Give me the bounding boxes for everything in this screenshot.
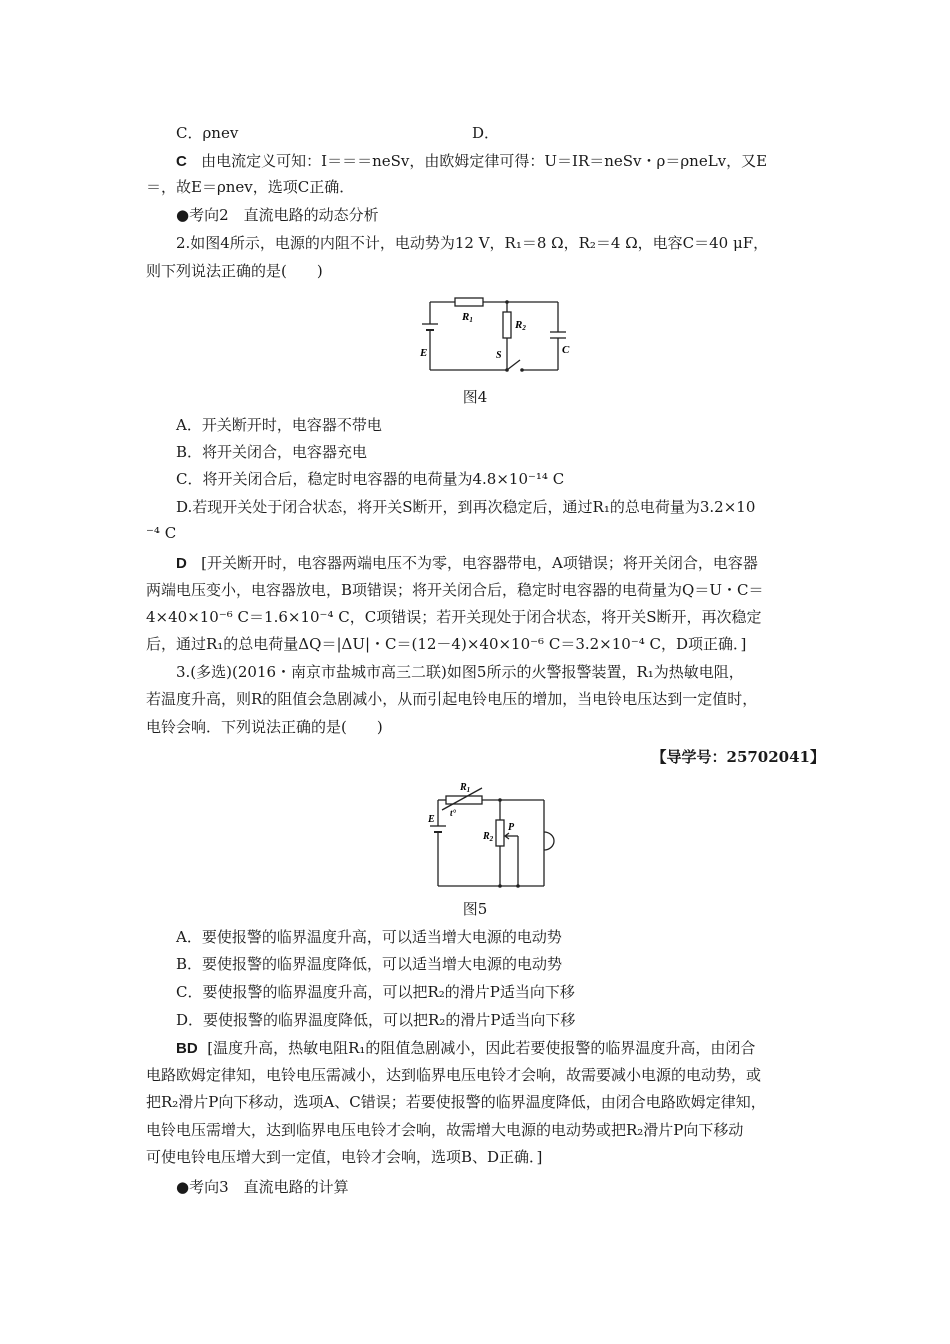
q2-option-a: A．开关断开时，电容器不带电 [176, 416, 382, 434]
rheostat-r2 [496, 820, 504, 846]
q2-stem-line1: 2.如图4所示，电源的内阻不计，电动势为12 V，R₁＝8 Ω，R₂＝4 Ω，电容C＝40 μF， [176, 234, 769, 252]
q1-option-d: D． [472, 124, 500, 142]
label-r1: R1 [462, 311, 473, 324]
answer-letter: D [176, 555, 187, 572]
resistor-r2 [503, 312, 511, 338]
q3-answer-line5: 可使电铃电压增大到一定值，电铃才会响，选项B、D正确．] [146, 1148, 543, 1166]
answer-text: 由电流定义可知：I＝＝＝neSv，由欧姆定律可得：U＝IR＝neSv・ρ＝ρneLv，又E [201, 152, 768, 170]
answer-text: [开关断开时，电容器两端电压不为零，电容器带电，A项错误；将开关闭合，电容器 [201, 554, 758, 572]
q2-answer-line1 [176, 552, 758, 575]
q2-option-d-line1: D.若现开关处于闭合状态，将开关S断开，到再次稳定后，通过R₁的总电荷量为3.2×10 [176, 498, 756, 516]
label-s: S [496, 350, 502, 361]
q3-option-d: D．要使报警的临界温度降低，可以把R₂的滑片P适当向下移 [176, 1011, 576, 1029]
switch-s [507, 360, 520, 370]
label-p: P [508, 822, 515, 833]
q3-answer-line3: 把R₂滑片P向下移动，选项A、C错误；若要使报警的临界温度降低，由闭合电路欧姆定律知， [146, 1093, 766, 1111]
q2-option-c: C．将开关闭合后，稳定时电容器的电荷量为4.8×10⁻¹⁴ C [176, 470, 565, 488]
label-t: t° [450, 808, 457, 818]
answer-text: [温度升高，热敏电阻R₁的阻值急剧减小，因此若要使报警的临界温度升高，由闭合 [207, 1039, 756, 1057]
label-r2: R2 [515, 319, 526, 332]
resistor-r1 [455, 298, 483, 306]
q2-answer-line2: 两端电压变小，电容器放电，B项错误；将开关闭合后，稳定时电容器的电荷量为Q＝U・C＝ [146, 581, 764, 599]
q3-option-b: B．要使报警的临界温度降低，可以适当增大电源的电动势 [176, 955, 563, 973]
q1-answer-line2: ＝，故E＝ρnev，选项C正确． [146, 178, 355, 196]
q2-answer-line3: 4×40×10⁻⁶ C＝1.6×10⁻⁴ C，C项错误；若开关现处于闭合状态，将开关S断开，再次稳定 [146, 608, 762, 626]
q3-stem-line3: 电铃会响．下列说法正确的是( ) [146, 718, 383, 736]
q3-stem-line2: 若温度升高，则R的阻值会急剧减小，从而引起电铃电压的增加，当电铃电压达到一定值时， [146, 690, 758, 708]
q3-option-c: C．要使报警的临界温度升高，可以把R₂的滑片P适当向下移 [176, 983, 575, 1001]
q2-option-d-line2: ⁻⁴ C [146, 524, 177, 542]
bell [544, 832, 554, 850]
label-r1: $R_1$ [460, 782, 471, 794]
figure-4-circuit [410, 290, 580, 380]
label-e: E [428, 814, 435, 825]
q3-answer-line2: 电路欧姆定律知，电铃电压需减小，达到临界电压电铃才会响，故需要减小电源的电动势，或 [146, 1066, 762, 1084]
q3-answer-line1 [176, 1037, 755, 1060]
label-e: E [420, 347, 428, 359]
q1-option-c: C．ρnev [176, 124, 239, 142]
section-heading-3: ●考向3 直流电路的计算 [176, 1178, 349, 1196]
answer-letter: BD [176, 1040, 198, 1057]
q2-option-b: B．将开关闭合，电容器充电 [176, 443, 368, 461]
figure-5-circuit [420, 776, 570, 894]
q2-answer-line4: 后，通过R₁的总电荷量ΔQ＝|ΔU|・C＝(12－4)×40×10⁻⁶ C＝3.2×10⁻⁴ C，D项正确．] [146, 635, 747, 653]
figure-5-caption: 图5 [462, 900, 488, 918]
section-heading-2: ●考向2 直流电路的动态分析 [176, 206, 379, 224]
reference-number: 【导学号：25702041】 [651, 748, 825, 766]
label-c: C [562, 344, 570, 356]
q3-stem-line1: 3.(多选)(2016・南京市盐城市高三二联)如图5所示的火警报警装置，R₁为热敏电阻， [176, 663, 744, 681]
q3-option-a: A．要使报警的临界温度升高，可以适当增大电源的电动势 [176, 928, 562, 946]
label-r2: $R_2$ [483, 831, 494, 843]
answer-letter: C [176, 153, 187, 170]
figure-4-caption: 图4 [462, 388, 488, 406]
q1-answer-line1 [176, 150, 767, 173]
q2-stem-line2: 则下列说法正确的是( ) [146, 262, 323, 280]
q3-answer-line4: 电铃电压需增大，达到临界电压电铃才会响，故需增大电源的电动势或把R₂滑片P向下移动 [146, 1121, 744, 1139]
